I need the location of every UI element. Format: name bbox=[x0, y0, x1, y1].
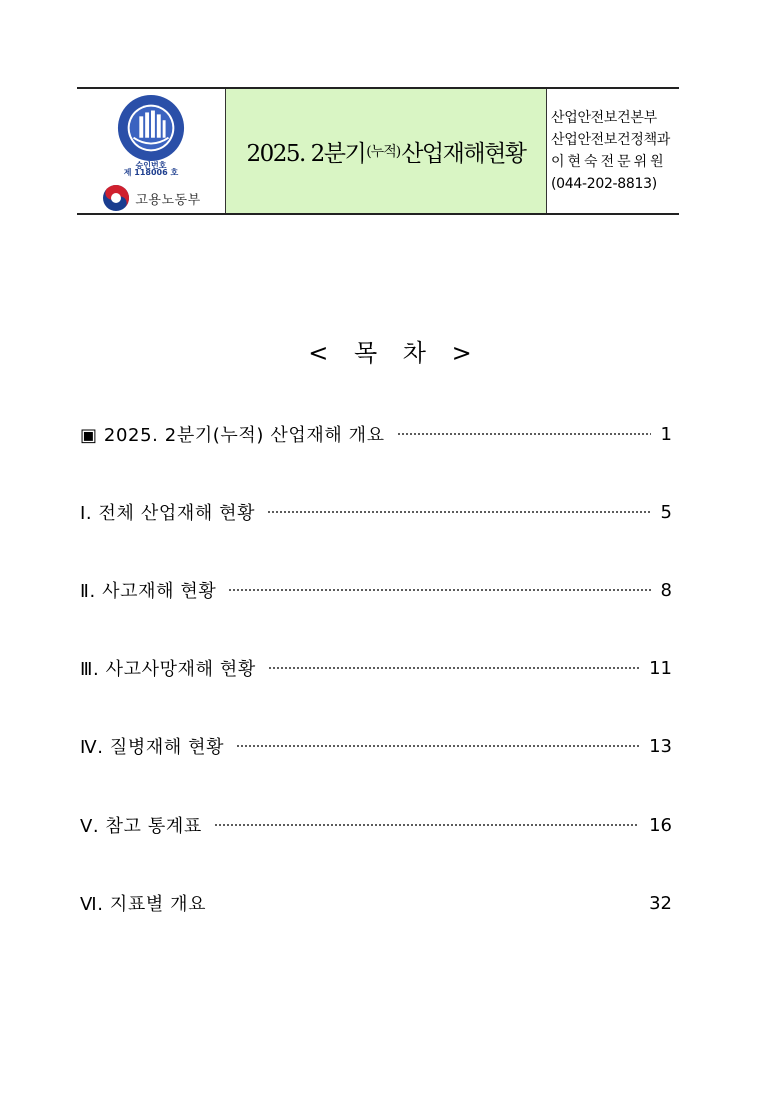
toc-item-page: 1 bbox=[660, 423, 672, 445]
toc-leader-dots bbox=[267, 511, 650, 513]
logo-area bbox=[77, 89, 225, 213]
taegeuk-icon bbox=[101, 183, 131, 213]
toc-leader-dots bbox=[228, 589, 650, 591]
toc-item-section-1[interactable] bbox=[80, 498, 672, 526]
report-header bbox=[77, 87, 679, 215]
toc-item-section-4[interactable] bbox=[80, 732, 672, 760]
toc-item-label: Ⅱ. 사고재해 현황 bbox=[80, 581, 217, 602]
ministry-name: 고용노동부 bbox=[135, 192, 201, 208]
toc-item-section-2[interactable] bbox=[80, 576, 672, 604]
approval-label: 승인번호 bbox=[135, 161, 167, 170]
toc-leader-dots bbox=[268, 667, 639, 669]
title-cumulative: (누적) bbox=[366, 144, 401, 160]
toc-item-label: Ⅰ. 전체 산업재해 현황 bbox=[80, 503, 256, 524]
ministry-logo bbox=[101, 183, 200, 213]
toc-item-label: Ⅵ. 지표별 개요 bbox=[80, 894, 207, 915]
toc-item-section-5[interactable] bbox=[80, 811, 672, 839]
toc-item-label: Ⅴ. 참고 통계표 bbox=[80, 816, 202, 837]
toc-item-label: ▣ 2025. 2분기(누적) 산업재해 개요 bbox=[80, 425, 385, 446]
title-rest: 산업재해현황 bbox=[401, 140, 526, 167]
national-statistics-seal bbox=[115, 93, 187, 163]
contact-phone: (044-202-8813) bbox=[551, 176, 657, 192]
toc-leader-dots bbox=[236, 745, 639, 747]
report-title bbox=[225, 89, 547, 213]
toc-leader-dots bbox=[214, 824, 639, 826]
toc-item-overview[interactable] bbox=[80, 420, 672, 448]
toc-heading: < 목 차 > bbox=[308, 339, 474, 367]
approval-number: 제 118006 호 bbox=[123, 168, 179, 177]
toc-item-label: Ⅳ. 질병재해 현황 bbox=[80, 737, 225, 758]
toc-item-page: 8 bbox=[660, 579, 672, 601]
toc-item-label: Ⅲ. 사고사망재해 현황 bbox=[80, 659, 256, 680]
toc-item-page: 5 bbox=[660, 501, 672, 523]
contact-person: 이현숙전문위원 bbox=[551, 154, 667, 170]
toc-item-section-3[interactable] bbox=[80, 654, 672, 682]
title-main: 2025. 2분기 bbox=[246, 140, 366, 167]
toc-item-page: 32 bbox=[649, 892, 672, 914]
toc-item-page: 13 bbox=[649, 735, 672, 757]
contact-department: 산업안전보건본부 bbox=[551, 110, 657, 126]
toc-item-section-6[interactable] bbox=[80, 889, 672, 917]
toc-item-page: 16 bbox=[649, 814, 672, 836]
toc-item-page: 11 bbox=[649, 657, 672, 679]
toc-leader-dots bbox=[397, 433, 651, 435]
contact-info bbox=[547, 89, 679, 213]
contact-division: 산업안전보건정책과 bbox=[551, 132, 671, 148]
